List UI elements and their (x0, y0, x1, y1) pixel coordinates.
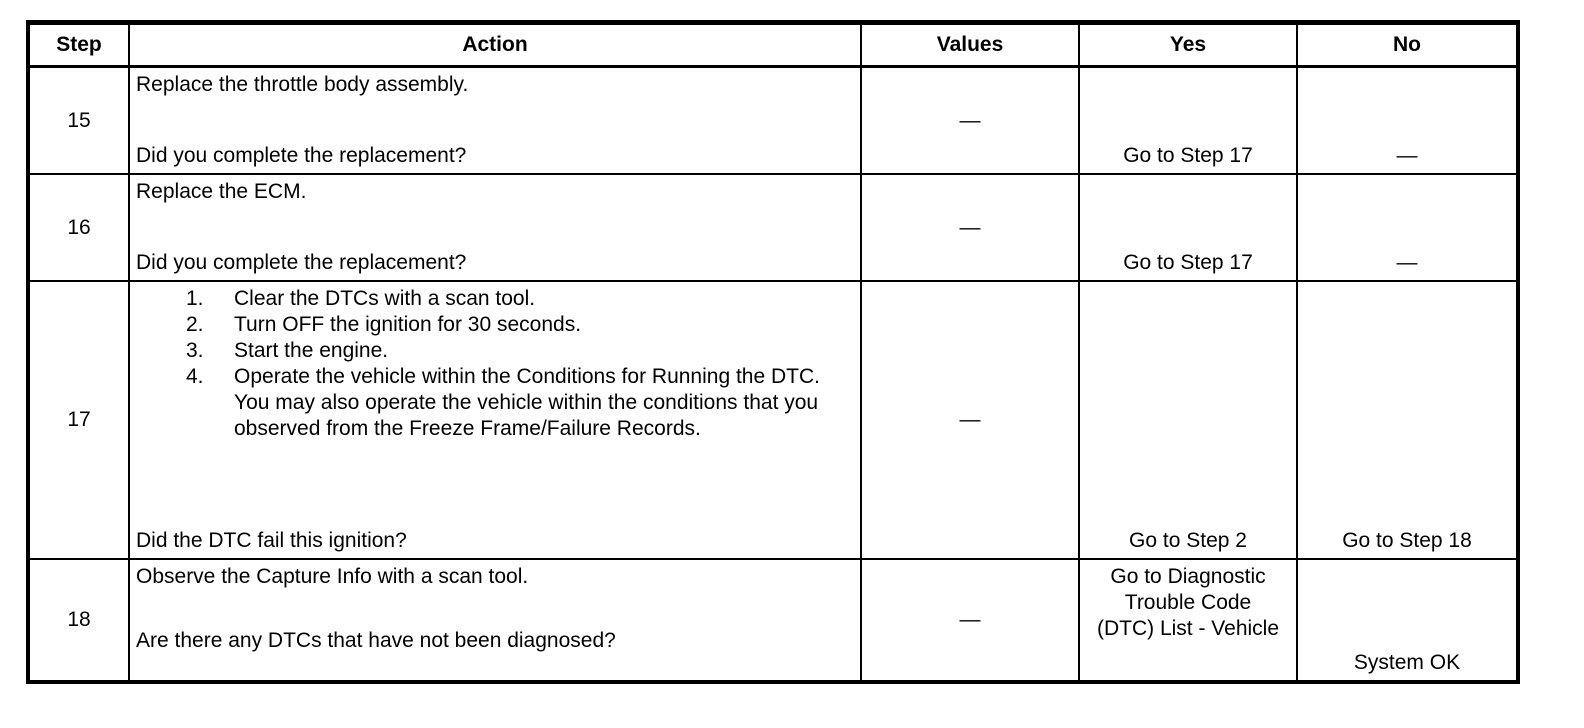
diagnostic-table (28, 22, 1518, 682)
step-number: 16 (29, 174, 129, 281)
header-no: No (1297, 24, 1517, 67)
action-text: Replace the ECM. (136, 180, 307, 203)
header-row (29, 24, 1517, 67)
action-text: Replace the throttle body assembly. (136, 73, 469, 96)
header-values: Values (861, 24, 1079, 67)
list-item (136, 338, 854, 364)
action-cell (129, 174, 861, 281)
step-number: 18 (29, 559, 129, 681)
no-cell (1297, 174, 1517, 281)
no-text: System OK (1353, 651, 1461, 674)
action-cell (129, 559, 861, 681)
list-item-text: Clear the DTCs with a scan tool. (234, 287, 536, 310)
values-cell (861, 559, 1079, 681)
action-question: Did the DTC fail this ignition? (136, 529, 407, 552)
list-item-text: Start the engine. (234, 339, 389, 362)
table-row (29, 174, 1517, 281)
values-cell (861, 174, 1079, 281)
values-text: — (959, 608, 981, 631)
list-item-text: Turn OFF the ignition for 30 seconds. (234, 313, 582, 336)
values-text: — (959, 215, 981, 239)
no-cell (1297, 67, 1517, 175)
action-question: Did you complete the replacement? (136, 144, 467, 167)
step-number: 17 (29, 281, 129, 559)
yes-cell (1079, 559, 1297, 681)
yes-cell (1079, 67, 1297, 175)
yes-text: Go to Step 17 (1123, 144, 1253, 167)
no-text: Go to Step 18 (1342, 529, 1472, 552)
no-text: — (1396, 251, 1418, 274)
list-item-number: 3. (186, 339, 204, 362)
no-text: — (1396, 144, 1418, 167)
header-action: Action (129, 24, 861, 67)
action-cell (129, 67, 861, 175)
values-text: — (959, 108, 981, 132)
no-cell (1297, 281, 1517, 559)
action-cell (129, 281, 861, 559)
yes-text: Go to Step 17 (1123, 251, 1253, 274)
table-row (29, 67, 1517, 175)
list-item (136, 364, 854, 442)
yes-cell (1079, 281, 1297, 559)
values-text: — (959, 408, 981, 431)
header-yes: Yes (1079, 24, 1297, 67)
list-item-number: 2. (186, 313, 204, 336)
step-number: 15 (29, 67, 129, 175)
list-item-number: 1. (186, 287, 204, 310)
table-row (29, 281, 1517, 559)
action-question: Are there any DTCs that have not been diagnosed? (136, 629, 616, 652)
header-step: Step (29, 24, 129, 67)
no-cell (1297, 559, 1517, 681)
action-text: Observe the Capture Info with a scan tool. (136, 565, 529, 588)
list-item-number: 4. (186, 365, 204, 388)
table-row (29, 559, 1517, 681)
list-item-text: Operate the vehicle within the Conditions for Running the DTC. You may also operate the vehicle within the conditions that you observed from the Freeze Frame/Failure Records. (234, 365, 820, 440)
list-item (136, 286, 854, 312)
values-cell (861, 67, 1079, 175)
action-step-list (136, 286, 854, 442)
yes-text: Go to Step 2 (1129, 529, 1247, 552)
yes-cell (1079, 174, 1297, 281)
yes-link[interactable]: Go to Diagnostic Trouble Code (DTC) List - Vehicle (1096, 565, 1280, 640)
action-question: Did you complete the replacement? (136, 251, 467, 274)
list-item (136, 312, 854, 338)
values-cell (861, 281, 1079, 559)
